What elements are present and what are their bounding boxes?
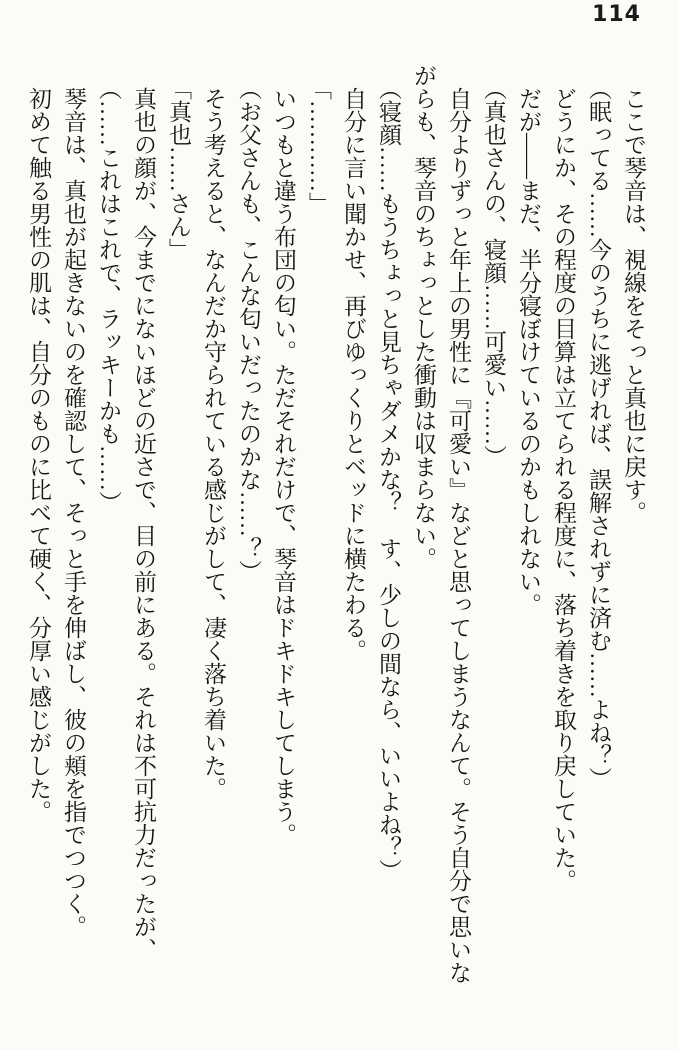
paragraph: （寝顔……もうちょっと見ちゃダメかな？ す、少しの間なら、いいよね？） bbox=[376, 76, 401, 882]
paragraph: 自分に言い聞かせ、再びゆっくりとベッドに横たわる。 bbox=[341, 87, 366, 662]
paragraph: 「…………」 bbox=[306, 76, 331, 215]
paragraph: （お父さんも、こんな匂いだったのかな……？） bbox=[236, 76, 261, 583]
paragraph: どうにか、その程度の目算は立てられる程度に、落ち着きを取り戻していた。 bbox=[551, 87, 576, 892]
paragraph: （眠ってる……今のうちに逃げれば、誤解されずに済む……よね？） bbox=[586, 76, 611, 790]
paragraph: ここで琴音は、視線をそっと真也に戻す。 bbox=[621, 87, 646, 524]
paragraph: 初めて触る男性の肌は、自分のものに比べて硬く、分厚い感じがした。 bbox=[26, 87, 51, 823]
text-block bbox=[21, 64, 651, 994]
paragraph: そう考えると、なんだか守られている感じがして、凄く落ち着いた。 bbox=[201, 87, 226, 800]
paragraph: 「真也……さん」 bbox=[166, 76, 191, 261]
paragraph: （……これはこれで、ラッキーかも……） bbox=[96, 76, 121, 514]
page-number: 114 bbox=[592, 2, 641, 27]
paragraph: 自分よりずっと年上の男性に『可愛い』などと思ってしまうなんて。そう自分で思いながらも、琴音のちょっとした衝動は収まらない。 bbox=[411, 64, 471, 984]
paragraph: だが――まだ、半分寝ぼけているのかもしれない。 bbox=[516, 87, 541, 616]
paragraph: 琴音は、真也が起きないのを確認して、そっと手を伸ばし、彼の頬を指でつつく。 bbox=[61, 87, 86, 938]
paragraph: 真也の顔が、今までにないほどの近さで、目の前にある。それは不可抗力だったが、 bbox=[131, 87, 156, 961]
paragraph: いつもと違う布団の匂い。ただそれだけで、琴音はドキドキしてしまう。 bbox=[271, 87, 296, 846]
paragraph: （真也さんの、寝顔……可愛い……） bbox=[481, 76, 506, 468]
